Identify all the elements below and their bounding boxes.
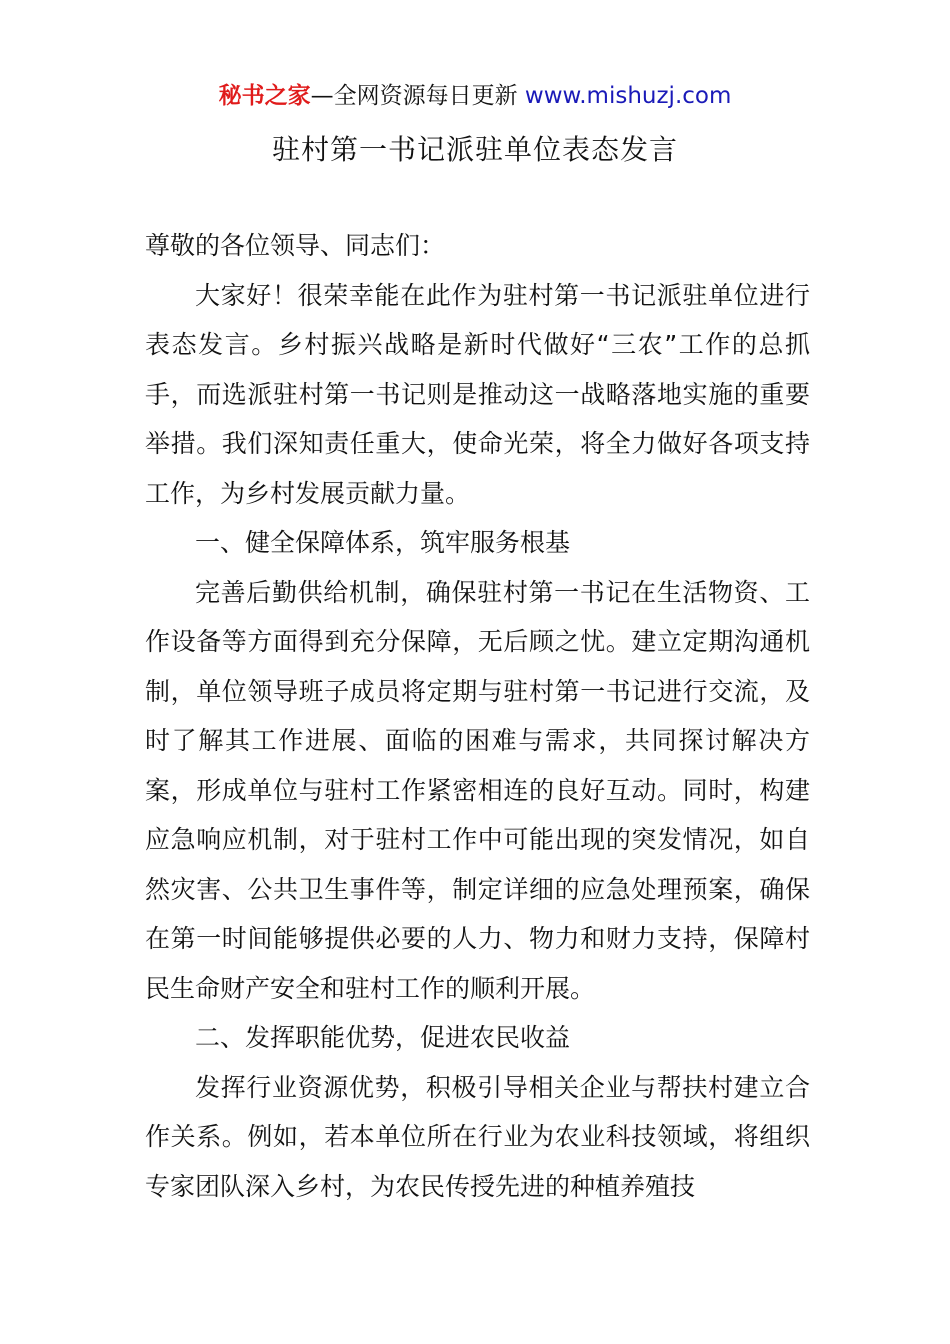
site-header <box>0 80 950 112</box>
brand-name: 秘书之家 <box>218 83 311 109</box>
site-tagline: —全网资源每日更新 <box>310 83 525 109</box>
section-2-paragraph: 发挥行业资源优势，积极引导相关企业与帮扶村建立合作关系。例如，若本单位所在行业为农业科技领域，将组织专家团队深入乡村，为农民传授先进的种植养殖技 <box>145 1072 810 1201</box>
salutation: 尊敬的各位领导、同志们： <box>145 231 446 260</box>
section-2-heading: 二、发挥职能优势，促进农民收益 <box>195 1023 571 1052</box>
document-title: 驻村第一书记派驻单位表态发言 <box>271 133 678 166</box>
section-1-heading: 一、健全保障体系，筑牢服务根基 <box>195 528 571 557</box>
site-url-link[interactable]: www.mishuzj.com <box>524 83 732 109</box>
document-body <box>145 221 810 1211</box>
intro-paragraph: 大家好！很荣幸能在此作为驻村第一书记派驻单位进行表态发言。乡村振兴战略是新时代做好“三农”工作的总抓手，而选派驻村第一书记则是推动这一战略落地实施的重要举措。我们深知责任重大，使命光荣，将全力做好各项支持工作，为乡村发展贡献力量。 <box>145 280 810 508</box>
section-1-paragraph: 完善后勤供给机制，确保驻村第一书记在生活物资、工作设备等方面得到充分保障，无后顾之忧。建立定期沟通机制，单位领导班子成员将定期与驻村第一书记进行交流，及时了解其工作进展、面临的困难与需求，共同探讨解决方案，形成单位与驻村工作紧密相连的良好互动。同时，构建应急响应机制，对于驻村工作中可能出现的突发情况，如自然灾害、公共卫生事件等，制定详细的应急处理预案，确保在第一时间能够提供必要的人力、物力和财力支持，保障村民生命财产安全和驻村工作的顺利开展。 <box>145 577 810 1003</box>
